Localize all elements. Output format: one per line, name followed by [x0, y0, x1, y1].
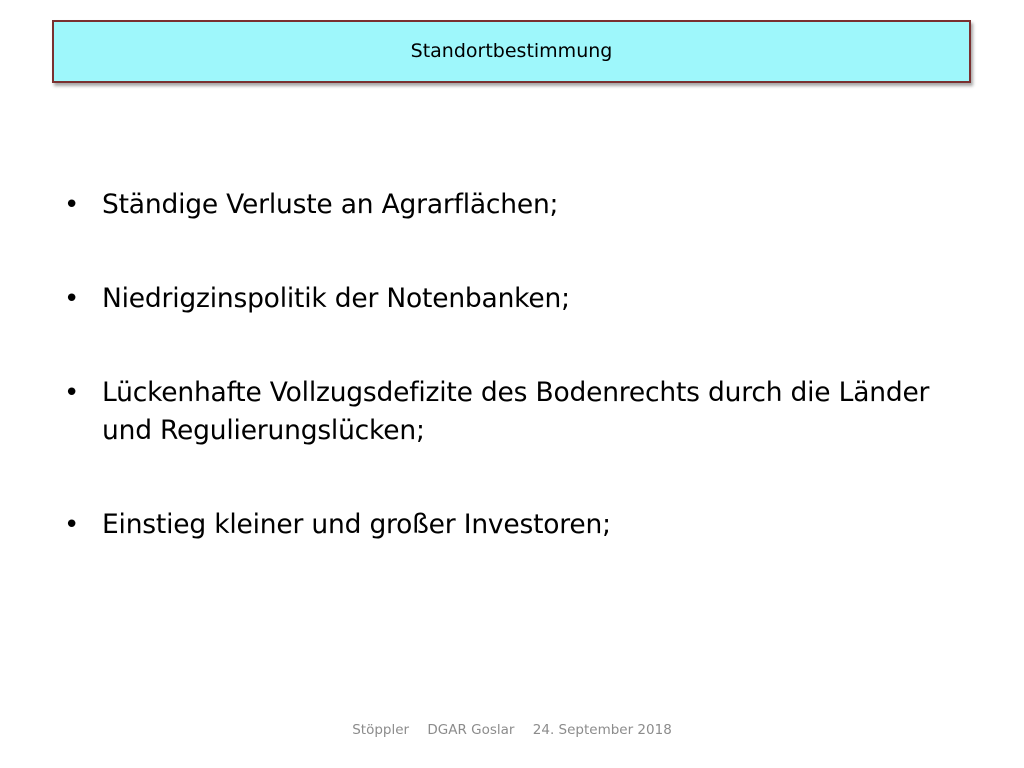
bullet-icon: • [64, 190, 80, 220]
bullet-text: Einstieg kleiner und großer Investoren; [102, 509, 611, 540]
footer-date: 24. September 2018 [532, 722, 672, 738]
slide-footer [0, 722, 1024, 738]
bullet-item [60, 374, 960, 450]
bullet-icon: • [64, 284, 80, 314]
bullet-icon: • [64, 510, 80, 540]
bullet-text: Lückenhafte Vollzugsdefizite des Bodenrechts durch die Länder und Regulierungslücken; [102, 377, 930, 446]
bullet-icon: • [64, 378, 80, 408]
bullet-text: Ständige Verluste an Agrarflächen; [102, 189, 559, 220]
bullet-item [60, 506, 960, 544]
footer-event: DGAR Goslar [427, 722, 515, 738]
slide-title-box [52, 20, 971, 83]
bullet-list [60, 186, 960, 544]
bullet-item [60, 186, 960, 224]
bullet-item [60, 280, 960, 318]
slide-title: Standortbestimmung [410, 39, 613, 62]
footer-author: Stöppler [352, 722, 410, 738]
bullet-text: Niedrigzinspolitik der Notenbanken; [102, 283, 570, 314]
